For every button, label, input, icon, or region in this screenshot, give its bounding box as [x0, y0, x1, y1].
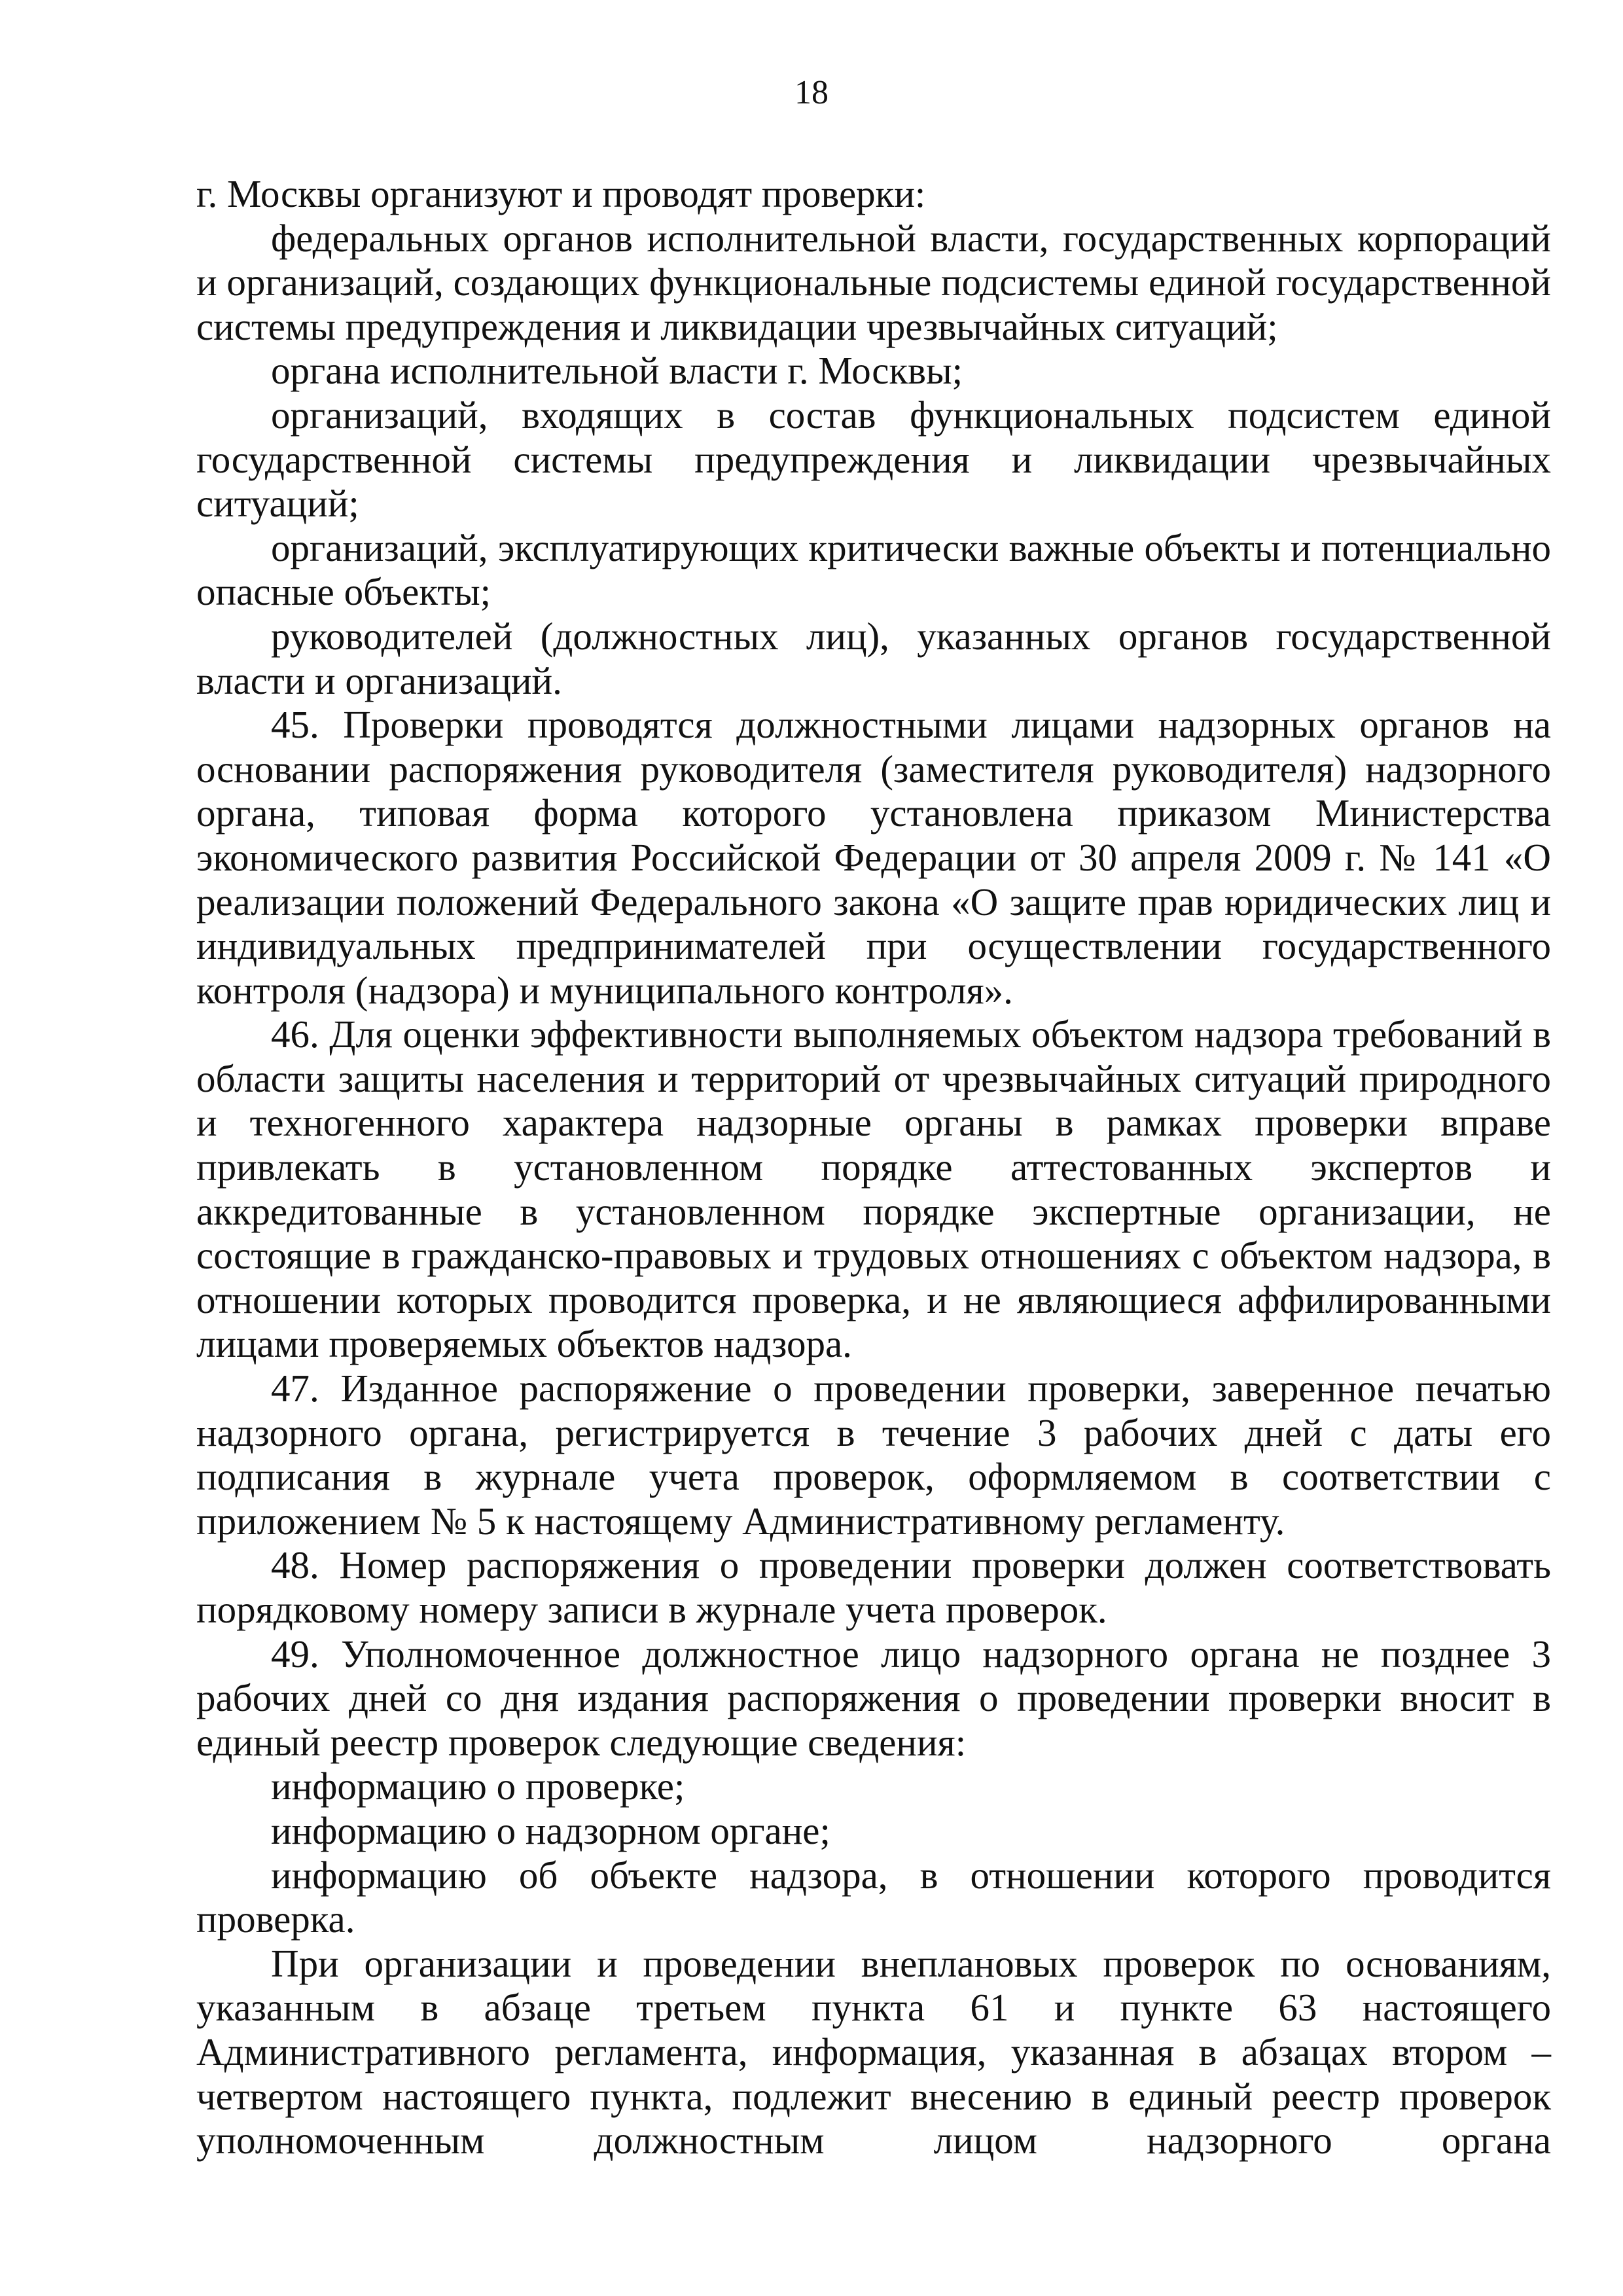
list-item-object-info: информацию об объекте надзора, в отношении которого проводится проверка. — [196, 1853, 1551, 1941]
clause-47: 47. Изданное распоряжение о проведении проверки, заверенное печатью надзорного органа, регистрируется в течение 3 рабочих дней с даты его подписания в журнале учета проверок, оформляемом в соответствии с приложением № 5 к настоящему Административному регламенту. — [196, 1367, 1551, 1543]
paragraph-intro: г. Москвы организуют и проводят проверки: — [196, 172, 926, 215]
document-body — [196, 172, 1551, 2163]
list-item-inspection-info: информацию о проверке; — [271, 1765, 685, 1808]
clause-46: 46. Для оценки эффективности выполняемых объектом надзора требований в области защиты населения и территорий от чрезвычайных ситуаций природного и техногенного характера надзорные органы в рамках проверки вправе привлекать в установленном порядке аттестованных экспертов и аккредитованные в установленном порядке экспертные организации, не состоящие в гражданско-правовых и трудовых отношениях с объектом надзора, в отношении которых проводится проверка, и не являющиеся аффилированными лицами проверяемых объектов надзора. — [196, 1013, 1551, 1366]
list-item-federal-bodies: федеральных органов исполнительной власти, государственных корпораций и организаций, создающих функциональные подсистемы единой государственной системы предупреждения и ликвидации чрезвычайных ситуаций; — [196, 216, 1551, 348]
list-item-authority-info: информацию о надзорном органе; — [271, 1808, 830, 1852]
clause-48: 48. Номер распоряжения о проведении проверки должен соответствовать порядковому номеру записи в журнале учета проверок. — [196, 1543, 1551, 1631]
clause-49: 49. Уполномоченное должностное лицо надзорного органа не позднее 3 рабочих дней со дня издания распоряжения о проведении проверки вносит в единый реестр проверок следующие сведения: — [196, 1632, 1551, 1764]
page-number: 18 — [794, 74, 829, 111]
list-item-heads: руководителей (должностных лиц), указанных органов государственной власти и организаций. — [196, 614, 1551, 702]
list-item-critical-objects: организаций, эксплуатирующих критически важные объекты и потенциально опасные объекты; — [196, 526, 1551, 614]
list-item-moscow-executive: органа исполнительной власти г. Москвы; — [271, 349, 963, 393]
list-item-organizations-subsystems: организаций, входящих в состав функциональных подсистем единой государственной системы предупреждения и ликвидации чрезвычайных ситуаций; — [196, 393, 1551, 526]
clause-45: 45. Проверки проводятся должностными лицами надзорных органов на основании распоряжения руководителя (заместителя руководителя) надзорного органа, типовая форма которого установлена приказом Министерства экономического развития Российской Федерации от 30 апреля 2009 г. № 141 «О реализации положений Федерального закона «О защите прав юридических лиц и индивидуальных предпринимателей при осуществлении государственного контроля (надзора) и муниципального контроля». — [196, 703, 1551, 1012]
paragraph-unscheduled-inspections: При организации и проведении внеплановых проверок по основаниям, указанным в абзаце третьем пункта 61 и пункте 63 настоящего Административного регламента, информация, указанная в абзацах втором – четвертом настоящего пункта, подлежит внесению в единый реестр проверок уполномоченным должностным лицом надзорного органа — [196, 1941, 1551, 2162]
